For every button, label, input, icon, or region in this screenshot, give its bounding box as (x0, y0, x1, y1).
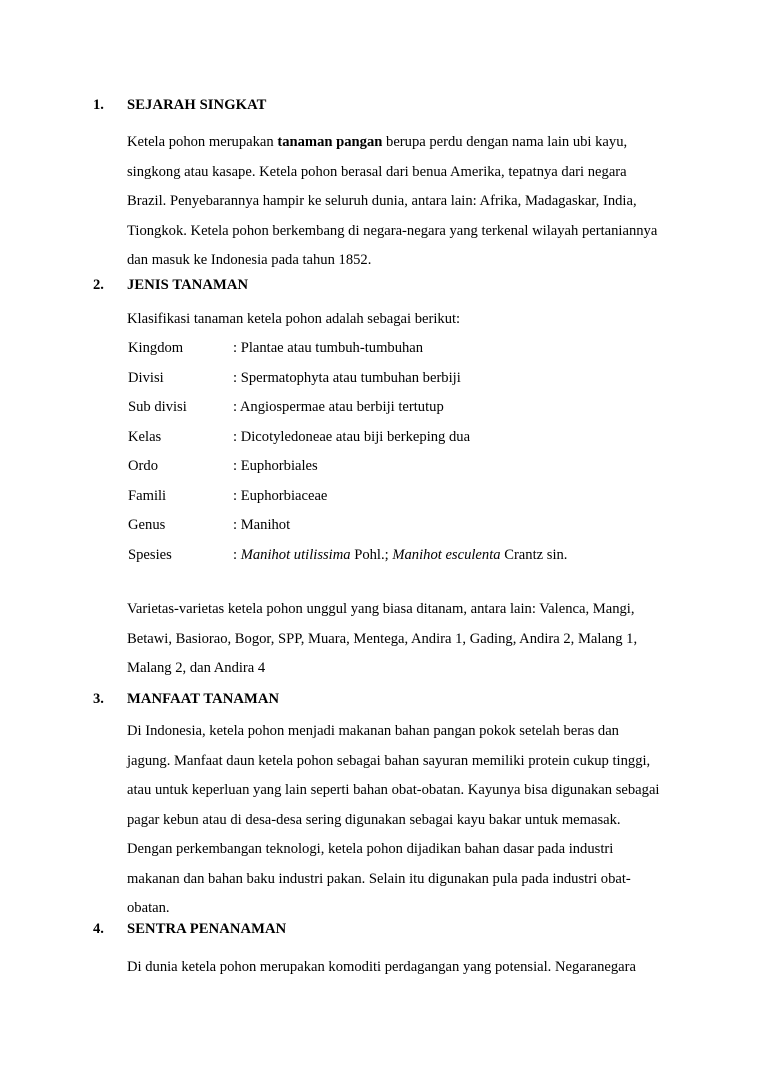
classification-intro (127, 311, 667, 331)
paragraph-line: Dengan perkembangan teknologi, ketela pohon dijadikan bahan dasar pada industri (127, 841, 614, 857)
text-run: Ketela pohon merupakan (127, 134, 278, 150)
text-run: : (233, 547, 241, 563)
section-3-paragraph (127, 717, 687, 924)
classification-row-genus (128, 517, 668, 537)
classification-row-kelas (128, 429, 668, 449)
classification-row-ordo (128, 458, 668, 478)
paragraph-line: jagung. Manfaat daun ketela pohon sebagai bahan sayuran memiliki protein cukup tinggi, (127, 752, 651, 769)
rank-label: Sub divisi (128, 399, 187, 415)
text-run: berupa perdu dengan nama lain ubi kayu, (382, 134, 628, 150)
paragraph-line: Betawi, Basiorao, Bogor, SPP, Muara, Mentega, Andira 1, Gading, Andira 2, Malang 1, (127, 630, 638, 647)
bold-term: tanaman pangan (277, 134, 383, 150)
text-run: Crantz sin. (500, 547, 568, 563)
section-number: 3. (93, 691, 104, 707)
rank-label: Spesies (128, 547, 172, 563)
classification-row-famili (128, 488, 668, 508)
rank-label: Ordo (128, 458, 158, 474)
classification-row-spesies (128, 547, 668, 567)
paragraph-line: atau untuk keperluan yang lain seperti bahan obat-obatan. Kayunya bisa digunakan sebagai (127, 782, 660, 798)
varieties-paragraph (127, 595, 687, 684)
section-3-heading (0, 691, 768, 711)
rank-value: : Spermatophyta atau tumbuhan berbiji (233, 370, 461, 386)
rank-label: Kelas (128, 429, 162, 445)
rank-value: : Euphorbiaceae (233, 488, 328, 504)
paragraph-line: makanan dan bahan baku industri pakan. Selain itu digunakan pula pada industri obat- (127, 870, 631, 887)
rank-label: Divisi (128, 370, 164, 386)
paragraph-line: Di dunia ketela pohon merupakan komoditi perdagangan yang potensial. Negaranegara (127, 959, 636, 975)
section-number: 2. (93, 277, 104, 293)
section-title: MANFAAT TANAMAN (127, 691, 280, 707)
paragraph-line: obatan. (127, 900, 170, 916)
paragraph-line: Varietas-varietas ketela pohon unggul yang biasa ditanam, antara lain: Valenca, Mangi, (127, 601, 635, 617)
paragraph-line: singkong atau kasape. Ketela pohon berasal dari benua Amerika, tepatnya dari negara (127, 163, 627, 180)
species-name: Manihot esculenta (392, 547, 501, 563)
paragraph-line (127, 128, 687, 158)
intro-text: Klasifikasi tanaman ketela pohon adalah sebagai berikut: (127, 311, 461, 327)
paragraph-line: Di Indonesia, ketela pohon menjadi makanan bahan pangan pokok setelah beras dan (127, 723, 619, 739)
rank-value: : Angiospermae atau berbiji tertutup (233, 399, 444, 415)
rank-value: : Dicotyledoneae atau biji berkeping dua (233, 429, 471, 445)
classification-row-divisi (128, 370, 668, 390)
paragraph-line: Malang 2, dan Andira 4 (127, 660, 266, 676)
section-4-heading (0, 921, 768, 941)
rank-value: : Plantae atau tumbuh-tumbuhan (233, 340, 424, 356)
section-title: JENIS TANAMAN (127, 277, 249, 293)
section-1-paragraph (127, 128, 687, 276)
section-2-heading (0, 277, 768, 297)
rank-label: Famili (128, 488, 167, 504)
rank-value: : Euphorbiales (233, 458, 318, 474)
rank-value: : Manihot (233, 517, 291, 533)
section-1-heading (0, 97, 768, 117)
paragraph-line: dan masuk ke Indonesia pada tahun 1852. (127, 252, 372, 268)
paragraph-line: Tiongkok. Ketela pohon berkembang di negara-negara yang terkenal wilayah pertaniannya (127, 222, 658, 239)
classification-row-sub-divisi (128, 399, 668, 419)
classification-row-kingdom (128, 340, 668, 360)
rank-value (233, 547, 567, 564)
text-run: Pohl.; (350, 547, 393, 563)
section-number: 4. (93, 921, 104, 937)
paragraph-line: Brazil. Penyebarannya hampir ke seluruh dunia, antara lain: Afrika, Madagaskar, India, (127, 193, 637, 209)
section-4-paragraph (127, 953, 687, 983)
section-title: SENTRA PENANAMAN (127, 921, 287, 937)
paragraph-line: pagar kebun atau di desa-desa sering digunakan sebagai kayu bakar untuk memasak. (127, 811, 621, 828)
rank-label: Genus (128, 517, 166, 533)
section-number: 1. (93, 97, 104, 113)
rank-label: Kingdom (128, 340, 184, 356)
species-name: Manihot utilissima (240, 547, 351, 563)
section-title: SEJARAH SINGKAT (127, 97, 267, 113)
